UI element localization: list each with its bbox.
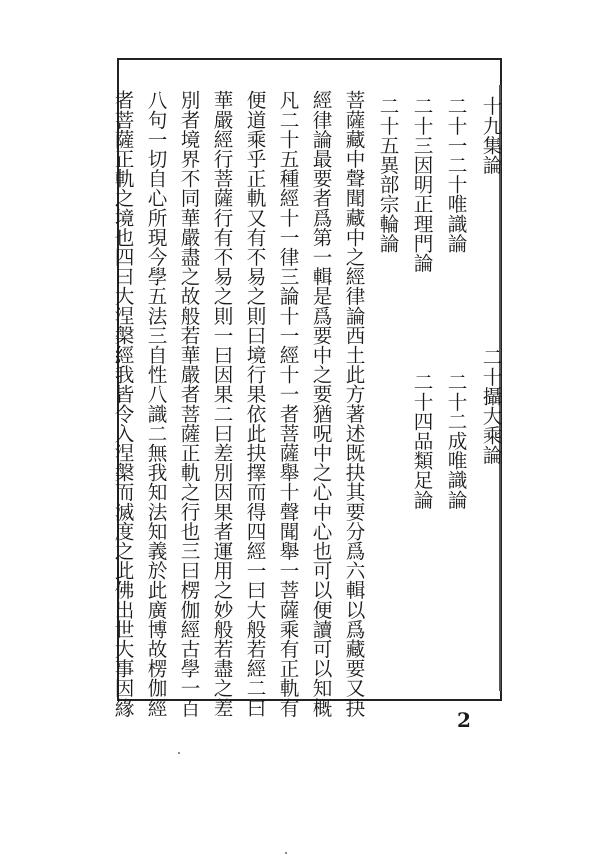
scan-speck (178, 752, 180, 754)
body-column: 者菩薩正軌之境也四曰大涅槃經我皆令入涅槃而滅度之此佛出世大事因緣 (111, 90, 134, 718)
body-column: 經律論最要者爲第一輯是爲要中之要猶呪中之心中心也可以便讀可以知概 (309, 90, 332, 718)
toc-entry: 二十三因明正理門論 (410, 96, 433, 273)
toc-entry: 二十四品類足論 (410, 372, 433, 510)
body-column: 菩薩藏中聲聞藏中之經律論西土此方著述既抉其要分爲六輯以爲藏要又抉 (342, 90, 365, 718)
body-column: 凡二十五種經十一律三論十一經十一者菩薩舉十聲聞舉一菩薩乘有正軌有 (276, 90, 299, 718)
toc-entry: 二十二成唯識論 (444, 372, 467, 510)
toc-entry: 二十五異部宗輪論 (376, 96, 399, 253)
scan-speck (285, 852, 287, 854)
body-column: 別者境界不同華嚴盡之故般若華嚴者菩薩正軌之行也三曰楞伽經古學一百 (177, 90, 200, 718)
toc-entry: 二十一二十唯識論 (444, 96, 467, 253)
page-number: 2 (457, 708, 471, 732)
body-column: 八句一切自心所現今學五法三自性八識二無我知法知義於此廣博故楞伽經 (144, 90, 167, 718)
toc-entry: 二十攝大乘論 (479, 347, 502, 465)
body-column: 便道乘乎正軌又有不易之則曰境行果依此抉擇而得四經一曰大般若經二曰 (243, 90, 266, 718)
toc-entry: 十九集論 (479, 96, 502, 175)
body-column: 華嚴經行菩薩行有不易之則一曰因果二曰差別因果者運用之妙般若盡之差 (210, 90, 233, 718)
